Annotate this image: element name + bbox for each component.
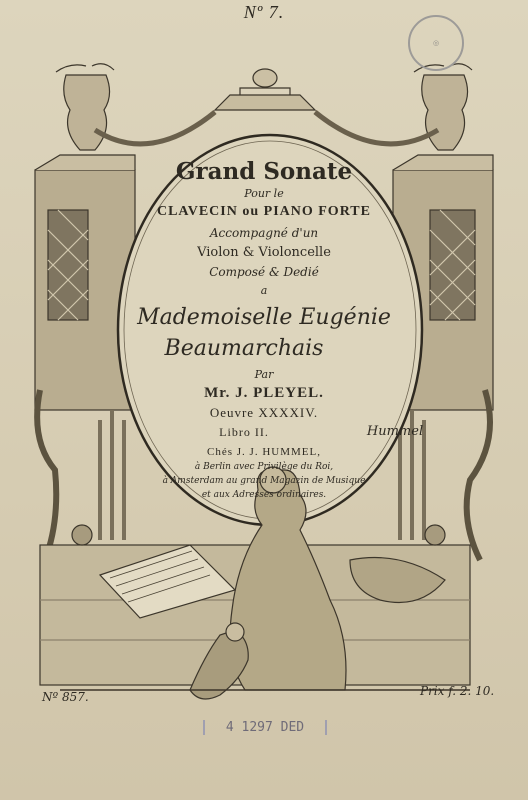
publisher-signature: Hummel	[366, 424, 424, 439]
title-line-1: Grand Sonate	[175, 158, 353, 185]
opus-number: Oeuvre XXXXIV.	[209, 405, 319, 420]
plate-number: Nº 857.	[42, 690, 89, 704]
library-stamp: ◎	[408, 15, 464, 71]
imprint-line-1: Chés J. J. HUMMEL,	[207, 446, 321, 458]
left-urn	[64, 75, 110, 150]
title-line-par: Par	[254, 368, 274, 381]
shelfmark-stamp: 4 1297 DED	[203, 720, 327, 735]
right-urn	[422, 75, 468, 150]
top-pediment	[215, 95, 315, 110]
title-line-4: Accompagné d'un	[209, 226, 319, 240]
imprint-line-2: à Berlin avec Privilège du Roi,	[194, 462, 334, 472]
imprint-line-4: et aux Adresses ordinaires.	[201, 490, 327, 500]
title-line-3: CLAVECIN ou PIANO FORTE	[156, 204, 371, 219]
title-line-6: Composé & Dedié	[209, 265, 319, 279]
title-line-5: Violon & Violoncelle	[197, 245, 331, 260]
title-line-2: Pour le	[244, 187, 284, 200]
price: Prix f. 2. 10.	[420, 684, 495, 698]
dedicatee-line-2: Beaumarchais	[164, 336, 324, 361]
imprint-line-3: à Amsterdam au grand Magazin de Musique	[162, 476, 366, 486]
title-line-7: a	[260, 284, 268, 297]
dedicatee-line-1: Mademoiselle Eugénie	[137, 305, 391, 330]
book-number: Libro II.	[219, 425, 269, 439]
number-mark: Nº 7.	[243, 2, 285, 22]
composer-name: Mr. J. PLEYEL.	[204, 385, 324, 401]
